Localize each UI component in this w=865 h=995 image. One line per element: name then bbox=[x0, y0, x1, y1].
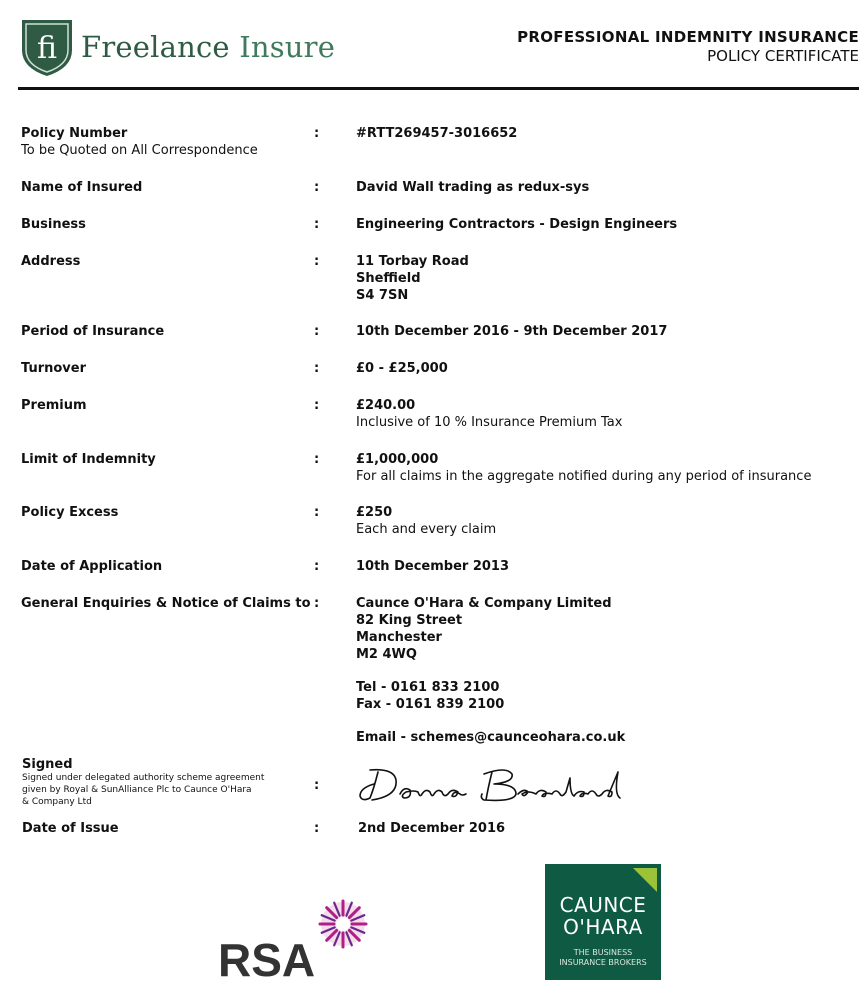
enquiries-label: General Enquiries & Notice of Claims to bbox=[21, 596, 311, 611]
policy-number-label: Policy Number To be Quoted on All Correspondence bbox=[21, 125, 311, 159]
freelance-insure-logo bbox=[18, 16, 335, 78]
signed-note: Signed under delegated authority scheme agreement given by Royal & SunAlliance Plc to Caunce O'Hara & Company Ltd bbox=[22, 773, 265, 807]
svg-text:RSA: RSA bbox=[218, 934, 316, 980]
certificate-heading bbox=[517, 28, 859, 65]
enquiries-line: 82 King Street bbox=[356, 613, 463, 628]
address-line: S4 7SN bbox=[356, 288, 409, 303]
header-divider bbox=[18, 87, 859, 90]
colon: : bbox=[314, 361, 320, 376]
enquiries-email[interactable]: Email - schemes@caunceohara.co.uk bbox=[356, 730, 626, 745]
issue-date-value: 2nd December 2016 bbox=[358, 821, 506, 836]
policy-number-sublabel: To be Quoted on All Correspondence bbox=[21, 143, 258, 158]
shield-logo-icon bbox=[18, 16, 76, 78]
rsa-logo bbox=[218, 896, 373, 980]
colon: : bbox=[314, 180, 320, 195]
business-label: Business bbox=[21, 217, 86, 232]
premium-note: Inclusive of 10 % Insurance Premium Tax bbox=[356, 415, 623, 430]
address-label: Address bbox=[21, 254, 81, 269]
caunce-line2: O'HARA bbox=[563, 915, 643, 939]
brand-name bbox=[81, 30, 335, 64]
colon: : bbox=[314, 778, 320, 793]
colon: : bbox=[314, 217, 320, 232]
colon: : bbox=[314, 254, 320, 269]
limit-value: £1,000,000 For all claims in the aggregate notified during any period of insurance bbox=[356, 451, 856, 485]
excess-value: £250 Each and every claim bbox=[356, 504, 856, 538]
colon: : bbox=[314, 398, 320, 413]
limit-note: For all claims in the aggregate notified during any period of insurance bbox=[356, 469, 812, 484]
brand-part1: Freelance bbox=[81, 30, 230, 64]
caunce-line1: CAUNCE bbox=[559, 893, 647, 917]
turnover-label: Turnover bbox=[21, 361, 86, 376]
premium-value: £240.00 Inclusive of 10 % Insurance Premium Tax bbox=[356, 397, 856, 431]
issue-date-label: Date of Issue bbox=[22, 821, 119, 836]
certificate-subtitle: POLICY CERTIFICATE bbox=[707, 47, 859, 65]
enquiries-tel: Tel - 0161 833 2100 bbox=[356, 680, 500, 695]
enquiries-line: M2 4WQ bbox=[356, 647, 417, 662]
signed-label: Signed bbox=[22, 757, 73, 772]
svg-text:fi: fi bbox=[36, 31, 58, 66]
signed-label-block bbox=[22, 757, 302, 808]
address-line: 11 Torbay Road bbox=[356, 254, 469, 269]
business-value: Engineering Contractors - Design Engineers bbox=[356, 217, 678, 232]
colon: : bbox=[314, 452, 320, 467]
limit-label: Limit of Indemnity bbox=[21, 452, 156, 467]
colon: : bbox=[314, 821, 320, 836]
caunce-tagline: THE BUSINESS INSURANCE BROKERS bbox=[559, 948, 647, 967]
enquiries-value bbox=[356, 595, 856, 746]
colon: : bbox=[314, 324, 320, 339]
turnover-value: £0 - £25,000 bbox=[356, 361, 448, 376]
rsa-burst-icon bbox=[320, 901, 366, 947]
premium-label: Premium bbox=[21, 398, 87, 413]
application-date-value: 10th December 2013 bbox=[356, 559, 510, 574]
period-label: Period of Insurance bbox=[21, 324, 165, 339]
colon: : bbox=[314, 559, 320, 574]
enquiries-line: Manchester bbox=[356, 630, 442, 645]
insured-value: David Wall trading as redux-sys bbox=[356, 180, 590, 195]
caunce-ohara-logo bbox=[545, 864, 661, 980]
signature-image bbox=[356, 758, 628, 814]
excess-note: Each and every claim bbox=[356, 522, 497, 537]
colon: : bbox=[314, 596, 320, 611]
application-date-label: Date of Application bbox=[21, 559, 163, 574]
enquiries-line: Caunce O'Hara & Company Limited bbox=[356, 596, 612, 611]
address-line: Sheffield bbox=[356, 271, 421, 286]
excess-label: Policy Excess bbox=[21, 505, 119, 520]
address-value bbox=[356, 253, 856, 304]
certificate-title: PROFESSIONAL INDEMNITY INSURANCE bbox=[517, 28, 859, 46]
triangle-accent-icon bbox=[633, 868, 657, 892]
period-value: 10th December 2016 - 9th December 2017 bbox=[356, 324, 668, 339]
colon: : bbox=[314, 126, 320, 141]
policy-number-value: #RTT269457-3016652 bbox=[356, 126, 518, 141]
brand-part2: Insure bbox=[239, 30, 336, 64]
colon: : bbox=[314, 505, 320, 520]
insured-label: Name of Insured bbox=[21, 180, 143, 195]
enquiries-fax: Fax - 0161 839 2100 bbox=[356, 697, 505, 712]
